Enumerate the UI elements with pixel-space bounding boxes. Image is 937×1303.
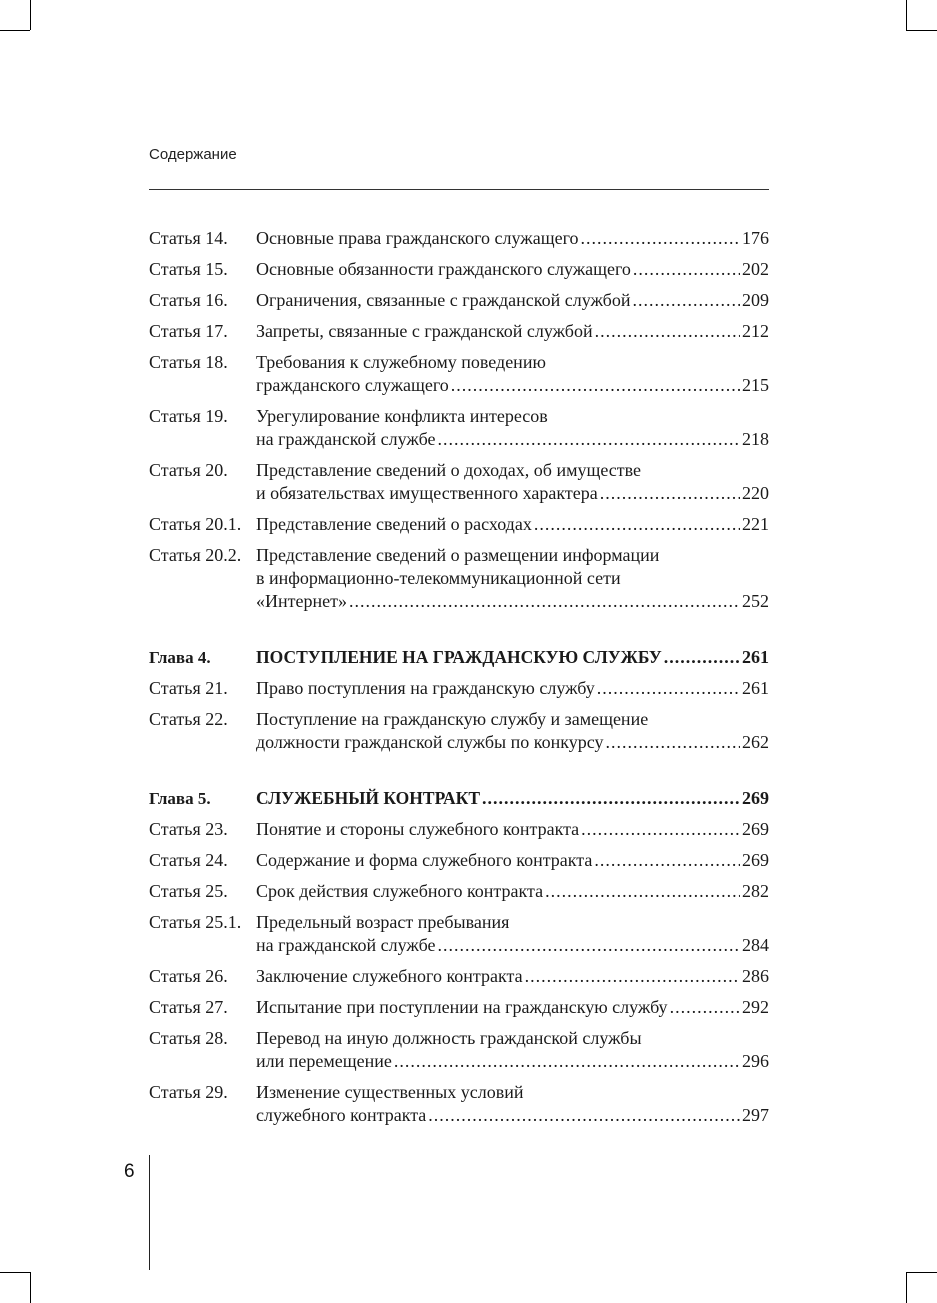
toc-entry-line: Представление сведений о размещении информации bbox=[256, 545, 660, 565]
toc-page-number: 220 bbox=[742, 483, 769, 503]
toc-dot-leader bbox=[595, 320, 740, 343]
toc-entry-label: Статья 19. bbox=[149, 406, 228, 426]
toc-entry-line bbox=[256, 258, 769, 281]
toc-page-number: 286 bbox=[742, 966, 769, 986]
toc-page-number: 202 bbox=[742, 259, 769, 279]
toc-entry bbox=[149, 1027, 769, 1073]
toc-page-number: 176 bbox=[742, 228, 769, 248]
toc-entry-label: Статья 28. bbox=[149, 1028, 228, 1048]
running-head: Содержание bbox=[149, 146, 237, 163]
toc-entry-line: Изменение существенных условий bbox=[256, 1082, 524, 1102]
toc-entry-body bbox=[256, 513, 769, 536]
toc-entry-title: Испытание при поступлении на гражданскую службу bbox=[256, 997, 668, 1017]
toc-entry-line: Представление сведений о доходах, об имуществе bbox=[256, 460, 642, 480]
toc-entry-title: гражданского служащего bbox=[256, 375, 449, 395]
toc-entry-body bbox=[256, 787, 769, 810]
toc-entry-line: Поступление на гражданскую службу и замещение bbox=[256, 709, 649, 729]
toc-entry-line bbox=[256, 880, 769, 903]
toc-entry-line bbox=[256, 677, 769, 700]
toc-entry-title: Основные права гражданского служащего bbox=[256, 228, 579, 248]
header-rule bbox=[149, 189, 769, 190]
toc-entry bbox=[149, 289, 769, 312]
toc-dot-leader bbox=[664, 646, 740, 669]
toc-dot-leader bbox=[632, 289, 740, 312]
toc-dot-leader bbox=[597, 677, 740, 700]
toc-entry-line bbox=[256, 227, 769, 250]
toc-entry-label: Статья 22. bbox=[149, 709, 228, 729]
toc-entry-body bbox=[256, 544, 769, 613]
crop-mark-bottom-right-h bbox=[906, 1272, 937, 1273]
toc-entry-body bbox=[256, 996, 769, 1019]
toc-entry-body bbox=[256, 880, 769, 903]
toc-entry-body bbox=[256, 818, 769, 841]
toc-entry-body bbox=[256, 646, 769, 669]
crop-mark-top-right bbox=[906, 0, 907, 30]
toc-entry-label: Статья 24. bbox=[149, 850, 228, 870]
toc-entry-body bbox=[256, 1081, 769, 1127]
toc-entry-label: Статья 18. bbox=[149, 352, 228, 372]
toc-entry-label: Статья 27. bbox=[149, 997, 228, 1017]
toc-page-number: 215 bbox=[742, 375, 769, 395]
toc-entry-line bbox=[256, 428, 769, 451]
toc-entry-line bbox=[256, 731, 769, 754]
toc-entry-line bbox=[256, 849, 769, 872]
toc-entry-body bbox=[256, 677, 769, 700]
toc-entry-line: Перевод на иную должность гражданской службы bbox=[256, 1028, 642, 1048]
toc-entry-body bbox=[256, 965, 769, 988]
toc-entry bbox=[149, 965, 769, 988]
table-of-contents bbox=[149, 227, 769, 1135]
crop-mark-bottom-left-h bbox=[0, 1272, 30, 1273]
toc-entry-title: Ограничения, связанные с гражданской службой bbox=[256, 290, 631, 310]
toc-entry bbox=[149, 227, 769, 250]
toc-entry bbox=[149, 911, 769, 957]
toc-entry-line bbox=[256, 289, 769, 312]
toc-page-number: 297 bbox=[742, 1105, 769, 1125]
toc-entry-line bbox=[256, 934, 769, 957]
toc-page-number: 261 bbox=[742, 678, 769, 698]
toc-entry-line bbox=[256, 374, 769, 397]
crop-mark-bottom-right bbox=[906, 1272, 907, 1303]
toc-entry-line bbox=[256, 482, 769, 505]
toc-chapter-entry bbox=[149, 646, 769, 669]
margin-rule bbox=[149, 1155, 150, 1270]
toc-page-number: 282 bbox=[742, 881, 769, 901]
toc-page-number: 261 bbox=[742, 647, 769, 667]
toc-entry-title: или перемещение bbox=[256, 1051, 392, 1071]
toc-entry-body bbox=[256, 320, 769, 343]
toc-entry-line bbox=[256, 646, 769, 669]
toc-dot-leader bbox=[451, 374, 740, 397]
toc-entry-body bbox=[256, 258, 769, 281]
toc-entry-body bbox=[256, 351, 769, 397]
toc-entry-line bbox=[256, 1050, 769, 1073]
toc-entry-label: Статья 20.2. bbox=[149, 545, 242, 565]
page-number: 6 bbox=[124, 1161, 135, 1182]
toc-entry-label: Статья 20. bbox=[149, 460, 228, 480]
toc-entry-body bbox=[256, 911, 769, 957]
toc-entry-label: Статья 15. bbox=[149, 259, 228, 279]
toc-entry-title: Основные обязанности гражданского служащего bbox=[256, 259, 631, 279]
toc-entry-label: Глава 4. bbox=[149, 648, 211, 667]
toc-dot-leader bbox=[394, 1050, 740, 1073]
toc-entry-line bbox=[256, 787, 769, 810]
toc-page-number: 269 bbox=[742, 788, 769, 808]
toc-entry bbox=[149, 513, 769, 536]
toc-entry-body bbox=[256, 849, 769, 872]
toc-entry-line: в информационно-телекоммуникационной сети bbox=[256, 568, 621, 588]
toc-entry-title: ПОСТУПЛЕНИЕ НА ГРАЖДАНСКУЮ СЛУЖБУ bbox=[256, 647, 662, 667]
toc-entry bbox=[149, 708, 769, 754]
toc-entry bbox=[149, 880, 769, 903]
toc-page-number: 296 bbox=[742, 1051, 769, 1071]
toc-entry-line bbox=[256, 590, 769, 613]
toc-entry-line bbox=[256, 1104, 769, 1127]
toc-entry-body bbox=[256, 459, 769, 505]
toc-entry-title: Срок действия служебного контракта bbox=[256, 881, 544, 901]
toc-entry-title: Право поступления на гражданскую службу bbox=[256, 678, 595, 698]
toc-entry-title: и обязательствах имущественного характера bbox=[256, 483, 598, 503]
toc-entry-title: СЛУЖЕБНЫЙ КОНТРАКТ bbox=[256, 788, 481, 808]
toc-entry-title: Запреты, связанные с гражданской службой bbox=[256, 321, 593, 341]
toc-entry-label: Статья 21. bbox=[149, 678, 228, 698]
toc-entry-body bbox=[256, 289, 769, 312]
toc-dot-leader bbox=[438, 428, 740, 451]
toc-entry bbox=[149, 351, 769, 397]
toc-dot-leader bbox=[581, 818, 740, 841]
toc-entry-line: Предельный возраст пребывания bbox=[256, 912, 510, 932]
toc-dot-leader bbox=[349, 590, 740, 613]
toc-entry bbox=[149, 1081, 769, 1127]
toc-dot-leader bbox=[594, 849, 740, 872]
toc-entry-title: «Интернет» bbox=[256, 591, 347, 611]
toc-page-number: 269 bbox=[742, 819, 769, 839]
toc-page-number: 262 bbox=[742, 732, 769, 752]
toc-entry-label: Статья 17. bbox=[149, 321, 228, 341]
toc-entry bbox=[149, 849, 769, 872]
toc-page-number: 218 bbox=[742, 429, 769, 449]
toc-dot-leader bbox=[428, 1104, 740, 1127]
toc-entry-label: Статья 16. bbox=[149, 290, 228, 310]
toc-dot-leader bbox=[525, 965, 740, 988]
toc-entry-line bbox=[256, 996, 769, 1019]
crop-mark-top-right-h bbox=[906, 30, 937, 31]
toc-entry bbox=[149, 459, 769, 505]
toc-dot-leader bbox=[605, 731, 740, 754]
toc-entry bbox=[149, 544, 769, 613]
toc-dot-leader bbox=[534, 513, 740, 536]
toc-entry-label: Статья 25.1. bbox=[149, 912, 242, 932]
toc-entry-title: должности гражданской службы по конкурсу bbox=[256, 732, 604, 752]
toc-dot-leader bbox=[633, 258, 740, 281]
toc-entry bbox=[149, 677, 769, 700]
toc-entry-line: Требования к служебному поведению bbox=[256, 352, 546, 372]
toc-entry-body bbox=[256, 708, 769, 754]
toc-page-number: 212 bbox=[742, 321, 769, 341]
toc-dot-leader bbox=[438, 934, 740, 957]
toc-entry-label: Статья 14. bbox=[149, 228, 228, 248]
toc-entry-body bbox=[256, 227, 769, 250]
toc-page-number: 221 bbox=[742, 514, 769, 534]
toc-dot-leader bbox=[670, 996, 740, 1019]
toc-entry-label: Глава 5. bbox=[149, 789, 211, 808]
toc-entry-title: служебного контракта bbox=[256, 1105, 427, 1125]
toc-entry bbox=[149, 258, 769, 281]
toc-entry-line bbox=[256, 513, 769, 536]
toc-entry-label: Статья 20.1. bbox=[149, 514, 242, 534]
toc-entry-label: Статья 25. bbox=[149, 881, 228, 901]
toc-entry-line: Урегулирование конфликта интересов bbox=[256, 406, 548, 426]
toc-entry-title: на гражданской службе bbox=[256, 429, 436, 449]
toc-entry-label: Статья 23. bbox=[149, 819, 228, 839]
toc-page-number: 252 bbox=[742, 591, 769, 611]
crop-mark-bottom-left bbox=[30, 1272, 31, 1303]
toc-page-number: 284 bbox=[742, 935, 769, 955]
toc-entry bbox=[149, 405, 769, 451]
toc-entry-line bbox=[256, 965, 769, 988]
toc-entry-label: Статья 29. bbox=[149, 1082, 228, 1102]
toc-entry-title: Представление сведений о расходах bbox=[256, 514, 532, 534]
toc-entry bbox=[149, 818, 769, 841]
toc-entry-title: Заключение служебного контракта bbox=[256, 966, 523, 986]
toc-entry-body bbox=[256, 1027, 769, 1073]
toc-page-number: 209 bbox=[742, 290, 769, 310]
toc-entry-title: Понятие и стороны служебного контракта bbox=[256, 819, 580, 839]
toc-entry bbox=[149, 320, 769, 343]
crop-mark-top-left-h bbox=[0, 30, 30, 31]
toc-page-number: 292 bbox=[742, 997, 769, 1017]
toc-entry-line bbox=[256, 818, 769, 841]
toc-entry-title: на гражданской службе bbox=[256, 935, 436, 955]
toc-entry-line bbox=[256, 320, 769, 343]
toc-dot-leader bbox=[482, 787, 740, 810]
toc-entry-label: Статья 26. bbox=[149, 966, 228, 986]
toc-page-number: 269 bbox=[742, 850, 769, 870]
toc-chapter-entry bbox=[149, 787, 769, 810]
toc-entry bbox=[149, 996, 769, 1019]
toc-dot-leader bbox=[545, 880, 740, 903]
toc-dot-leader bbox=[581, 227, 741, 250]
toc-entry-body bbox=[256, 405, 769, 451]
toc-dot-leader bbox=[600, 482, 740, 505]
crop-mark-top-left bbox=[30, 0, 31, 30]
toc-entry-title: Содержание и форма служебного контракта bbox=[256, 850, 593, 870]
